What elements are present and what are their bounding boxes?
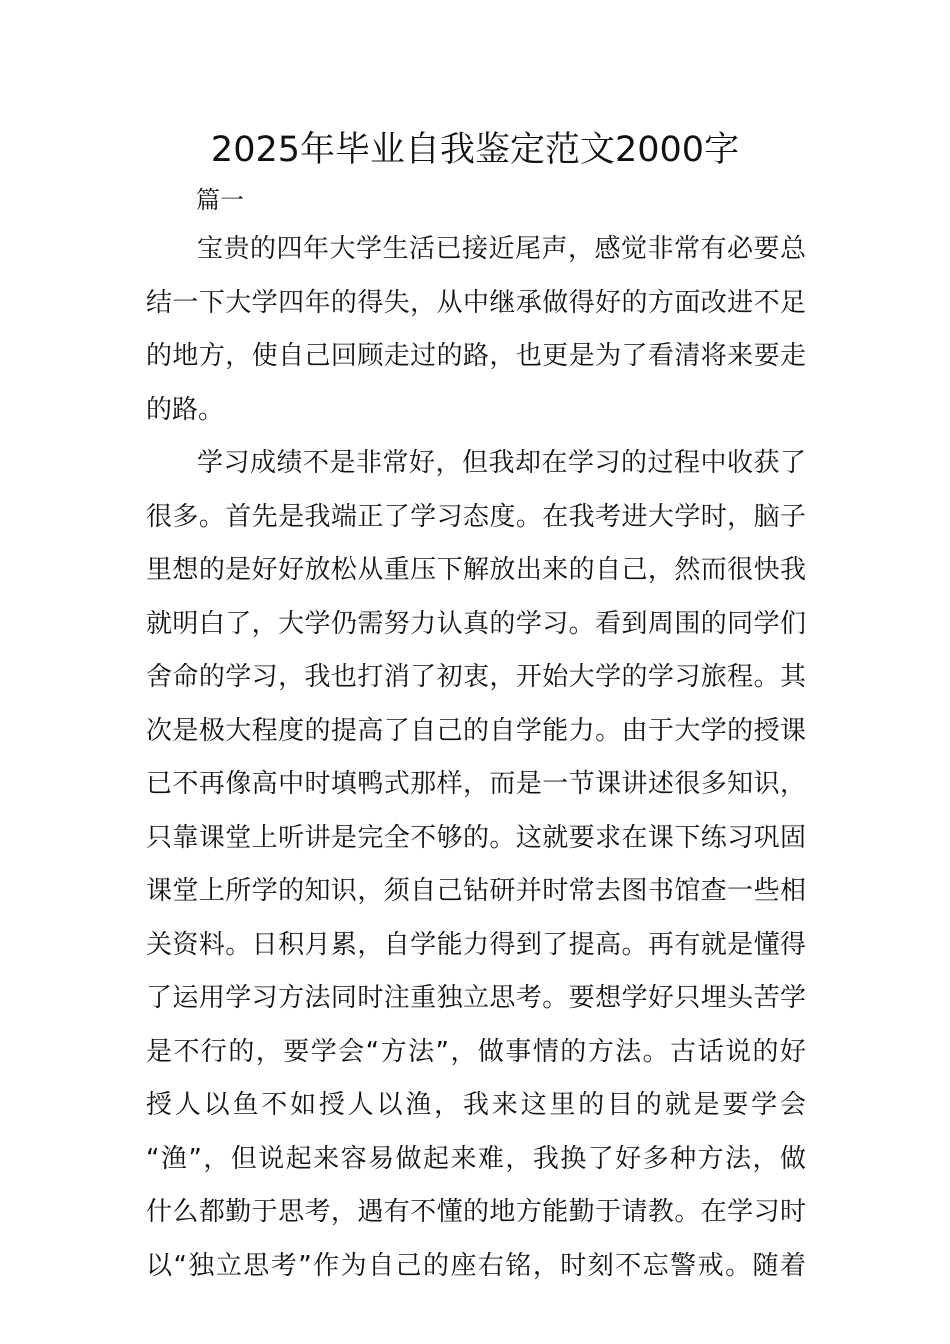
paragraph-line: 只靠课堂上听讲是完全不够的。这就要求在课下练习巩固: [146, 822, 806, 853]
paragraph-line: 学习成绩不是非常好，但我却在学习的过程中收获了: [197, 448, 806, 478]
paragraph-line: 课堂上所学的知识，须自己钻研并时常去图书馆查一些相: [146, 876, 806, 906]
paragraph-line: 授人以鱼不如授人以渔，我来这里的目的就是要学会: [146, 1090, 806, 1120]
paragraph-line: 什么都勤于思考，遇有不懂的地方能勤于请教。在学习时: [146, 1197, 806, 1227]
paragraph-line: 舍命的学习，我也打消了初衷，开始大学的学习旅程。其: [146, 662, 806, 692]
paragraph-line: 宝贵的四年大学生活已接近尾声，感觉非常有必要总: [197, 234, 806, 264]
paragraph-line: 以“独立思考”作为自己的座右铭，时刻不忘警戒。随着: [146, 1250, 806, 1281]
paragraph-line: 已不再像高中时填鸭式那样，而是一节课讲述很多知识，: [146, 769, 806, 799]
paragraph-line: 了运用学习方法同时注重独立思考。要想学好只埋头苦学: [146, 983, 806, 1013]
paragraph-line: 是不行的，要学会“方法”，做事情的方法。古话说的好: [146, 1036, 806, 1067]
document-body: [146, 229, 806, 1299]
paragraph-line: 的路。: [146, 394, 225, 425]
paragraph-line: 很多。首先是我端正了学习态度。在我考进大学时，脑子: [146, 501, 806, 532]
section-label: 篇一: [196, 186, 244, 214]
document-title: 2025年毕业自我鉴定范文2000字: [210, 130, 740, 170]
paragraph-line: 次是极大程度的提高了自己的自学能力。由于大学的授课: [146, 715, 806, 746]
paragraph-line: 关资料。日积月累，自学能力得到了提高。再有就是懂得: [146, 929, 806, 960]
paragraph-line: “渔”，但说起来容易做起来难，我换了好多种方法，做: [146, 1143, 806, 1174]
paragraph-line: 里想的是好好放松从重压下解放出来的自己，然而很快我: [146, 555, 806, 585]
paragraph-line: 结一下大学四年的得失，从中继承做得好的方面改进不足: [146, 287, 806, 318]
paragraph-line: 就明白了，大学仍需努力认真的学习。看到周围的同学们: [146, 608, 806, 639]
paragraph-line: 的地方，使自己回顾走过的路，也更是为了看清将来要走: [146, 341, 806, 371]
